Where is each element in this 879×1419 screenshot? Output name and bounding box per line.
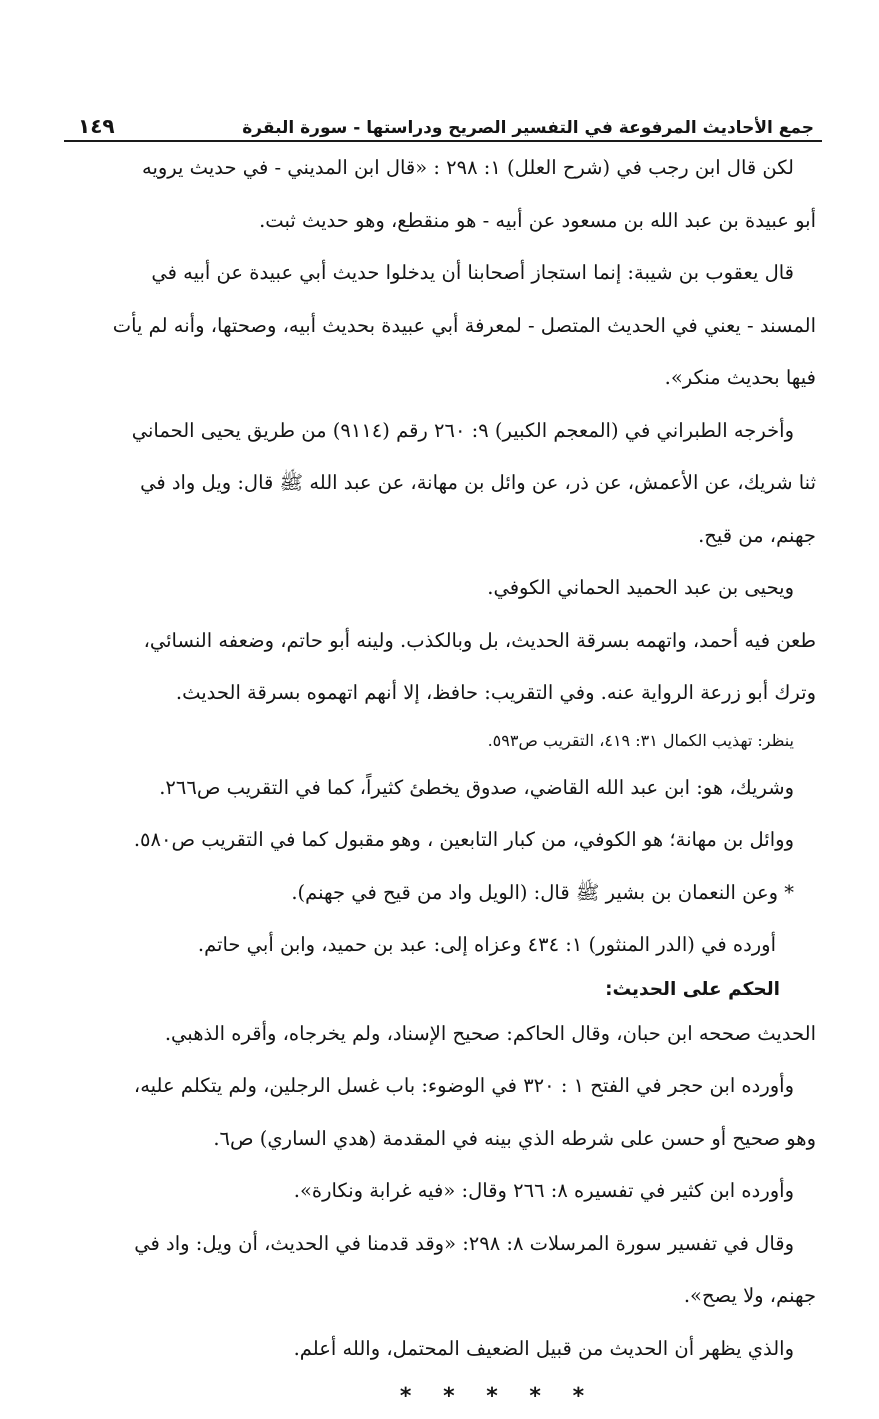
text-line: وقال في تفسير سورة المرسلات ٨: ٢٩٨: «وقد قدمنا في الحديث، أن ويل: واد في [134, 1231, 794, 1255]
running-header [64, 112, 822, 142]
text-line: المسند - يعني في الحديث المتصل - لمعرفة أبي عبيدة بحديث أبيه، وصحتها، وأنه لم يأت [112, 313, 816, 337]
text-line: الحديث صححه ابن حبان، وقال الحاكم: صحيح الإسناد، ولم يخرجاه، وأقره الذهبي. [164, 1021, 816, 1045]
text-line: أبو عبيدة بن عبد الله بن مسعود عن أبيه - هو منقطع، وهو حديث ثبت. [259, 208, 816, 232]
text-line: جهنم، ولا يصح». [683, 1284, 816, 1307]
text-line: وأورده ابن حجر في الفتح ١ : ٣٢٠ في الوضوء: باب غسل الرجلين، ولم يتكلم عليه، [133, 1074, 794, 1097]
text-line: لكن قال ابن رجب في (شرح العلل) ١: ٢٩٨ : «قال ابن المديني - في حديث يرويه [142, 156, 794, 179]
text-line: وأخرجه الطبراني في (المعجم الكبير) ٩: ٢٦٠ رقم (٩١١٤) من طريق يحيى الحماني [131, 418, 794, 442]
text-line: جهنم، من قيح. [698, 523, 816, 547]
section-separator: * * * * * [399, 1384, 597, 1409]
text-line: ووائل بن مهانة؛ هو الكوفي، من كبار التابعين ، وهو مقبول كما في التقريب ص٥٨٠. [133, 828, 794, 851]
section-heading: الحكم على الحديث: [605, 978, 780, 1000]
text-line: وهو صحيح أو حسن على شرطه الذي بينه في المقدمة (هدي الساري) ص٦. [213, 1126, 816, 1150]
page-number: ١٤٩ [78, 114, 115, 138]
text-line: وأورده ابن كثير في تفسيره ٨: ٢٦٦ وقال: «فيه غرابة ونكارة». [293, 1179, 794, 1202]
text-line: طعن فيه أحمد، واتهمه بسرقة الحديث، بل وبالكذب. ولينه أبو حاتم، وضعفه النسائي، [143, 628, 816, 652]
text-line: قال يعقوب بن شيبة: إنما استجاز أصحابنا أن يدخلوا حديث أبي عبيدة عن أبيه في [151, 261, 794, 284]
running-header-title: جمع الأحاديث المرفوعة في التفسير الصريح ودراستها - سورة البقرة [242, 118, 814, 138]
book-page [64, 112, 822, 1409]
text-line: وشريك، هو: ابن عبد الله القاضي، صدوق يخطئ كثيراً، كما في التقريب ص٢٦٦. [159, 775, 794, 799]
text-line: ثنا شريك، عن الأعمش، عن ذر، عن وائل بن مهانة، عن عبد الله ﷺ قال: ويل واد في [140, 471, 816, 494]
text-line: أورده في (الدر المنثور) ١: ٤٣٤ وعزاه إلى: عبد بن حميد، وابن أبي حاتم. [197, 933, 776, 956]
reference-note: ينظر: تهذيب الكمال ٣١: ٤١٩، التقريب ص٥٩٣. [487, 730, 794, 750]
page-body [64, 142, 822, 1419]
text-line: والذي يظهر أن الحديث من قبيل الضعيف المحتمل، والله أعلم. [293, 1336, 794, 1360]
text-line: * وعن النعمان بن بشير ﷺ قال: (الويل واد من قيح في جهنم). [291, 880, 794, 904]
text-line: فيها بحديث منكر». [664, 366, 816, 389]
text-line: ويحيى بن عبد الحميد الحماني الكوفي. [487, 576, 794, 599]
text-line: وترك أبو زرعة الرواية عنه. وفي التقريب: حافظ، إلا أنهم اتهموه بسرقة الحديث. [175, 681, 816, 704]
